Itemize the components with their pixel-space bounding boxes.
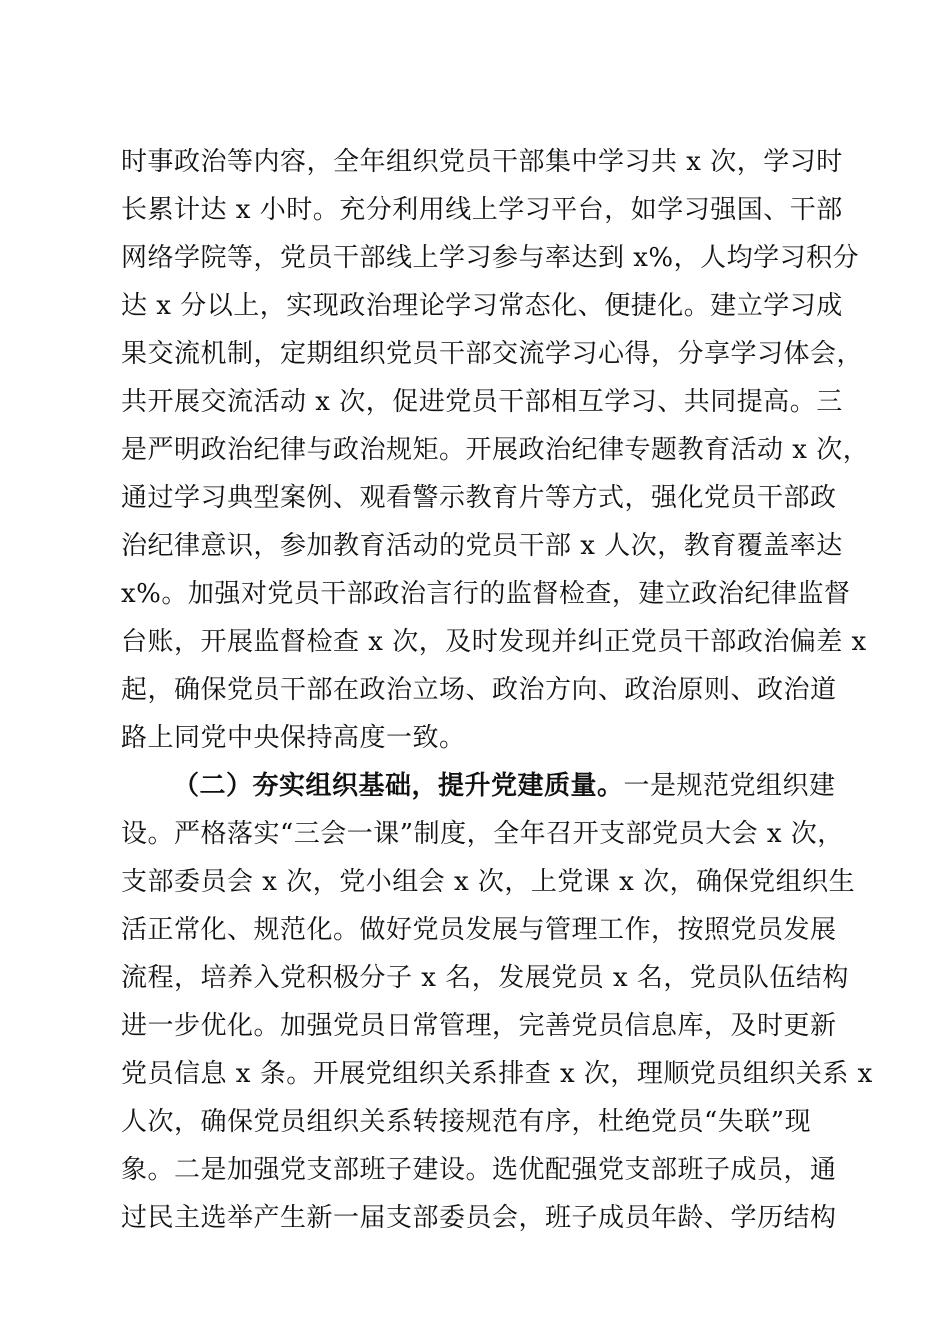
text-line: 人次，确保党员组织关系转接规范有序，杜绝党员“失联”现 [121,1107,812,1137]
text-line: 共开展交流活动 x 次，促进党员干部相互学习、共同提高。三 [121,387,843,417]
text-line: 活正常化、规范化。做好党员发展与管理工作，按照党员发展 [121,915,837,945]
text-line: 治纪律意识，参加教育活动的党员干部 x 人次，教育覆盖率达 [121,531,843,561]
text-line: 通过学习典型案例、观看警示教育片等方式，强化党员干部政 [121,483,837,513]
text-line: 进一步优化。加强党员日常管理，完善党员信息库，及时更新 [121,1011,837,1041]
section-first-line-text: 一是规范党组织建 [623,771,836,801]
text-line: 支部委员会 x 次，党小组会 x 次，上党课 x 次，确保党组织生 [121,867,856,897]
text-line: 设。严格落实“三会一课”制度，全年召开支部党员大会 x 次， [121,819,844,849]
text-line: 党员信息 x 条。开展党组织关系排查 x 次，理顺党员组织关系 x [121,1059,873,1089]
section-heading: （二）夯实组织基础，提升党建质量。 [173,771,624,801]
text-line: 果交流机制，定期组织党员干部交流学习心得，分享学习体会， [121,339,864,369]
text-line: 达 x 分以上，实现政治理论学习常态化、便捷化。建立学习成 [121,291,843,321]
text-line: 长累计达 x 小时。充分利用线上学习平台，如学习强国、干部 [121,195,843,225]
text-line: 时事政治等内容，全年组织党员干部集中学习共 x 次，学习时 [121,147,843,177]
text-line: 是严明政治纪律与政治规矩。开展政治纪律专题教育活动 x 次， [121,435,870,465]
text-line: 路上同党中央保持高度一致。 [121,723,466,753]
section-first-line [173,766,836,806]
text-line: 起，确保党员干部在政治立场、政治方向、政治原则、政治道 [121,675,837,705]
text-line: x%。加强对党员干部政治言行的监督检查，建立政治纪律监督 [121,579,851,609]
text-line: 过民主选举产生新一届支部委员会，班子成员年龄、学历结构 [121,1203,837,1233]
text-line: 象。二是加强党支部班子建设。选优配强党支部班子成员，通 [121,1155,837,1185]
text-line: 流程，培养入党积极分子 x 名，发展党员 x 名，党员队伍结构 [121,963,849,993]
text-line: 网络学院等，党员干部线上学习参与率达到 x%，人均学习积分 [121,243,860,273]
text-line: 台账，开展监督检查 x 次，及时发现并纠正党员干部政治偏差 x [121,627,867,657]
